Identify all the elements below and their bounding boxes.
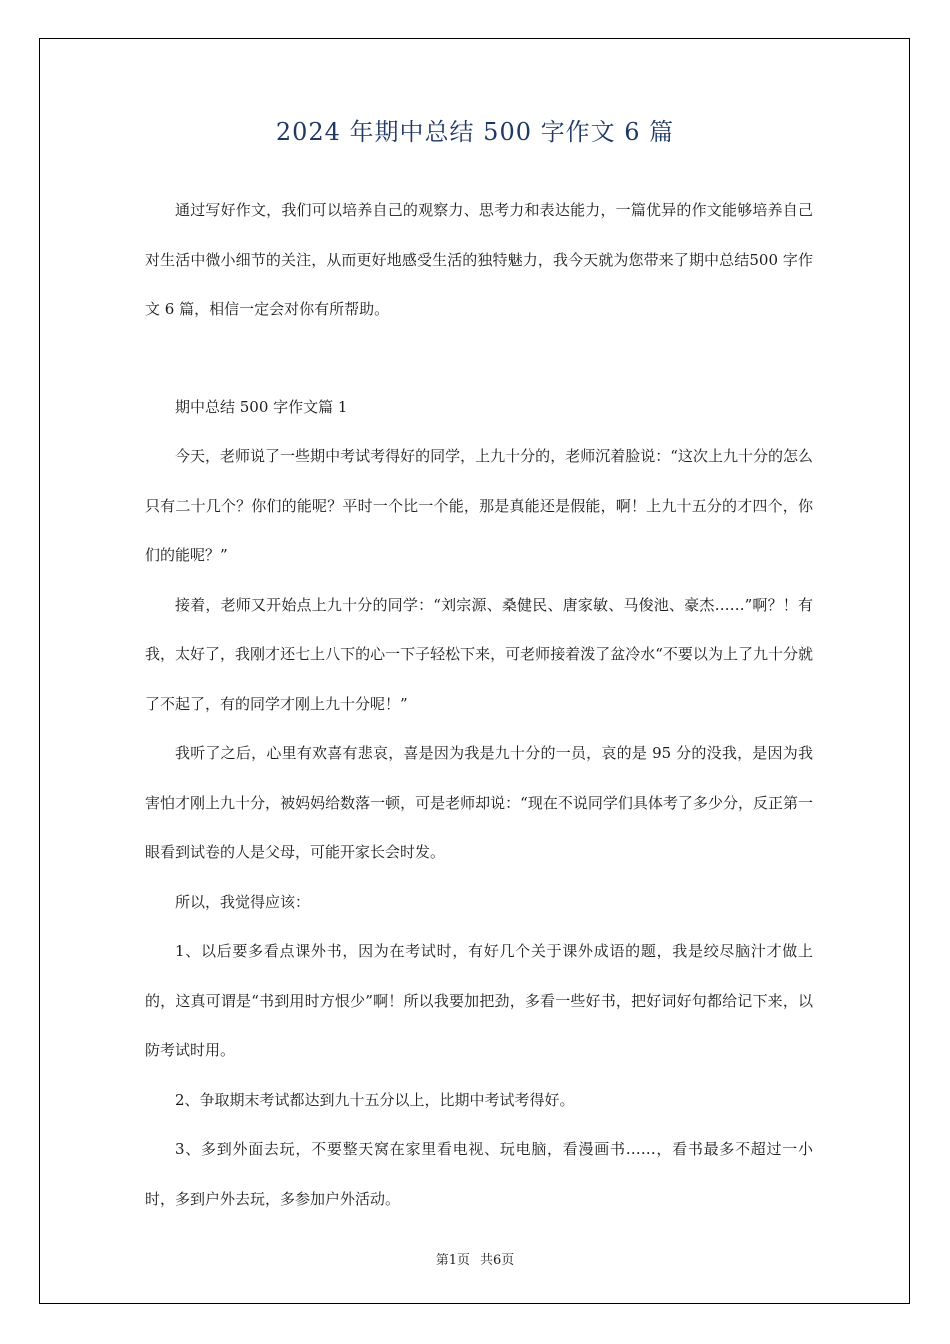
body-paragraph-3: 我听了之后，心里有欢喜有悲哀，喜是因为我是九十分的一员，哀的是 95 分的没我，是因为我害怕才刚上九十分，被妈妈给数落一顿，可是老师却说：“现在不说同学们具体考了多少分，反正第一眼看到试卷的人是父母，可能开家长会时发。 [145, 744, 813, 861]
page-footer [0, 1249, 950, 1268]
section-heading: 期中总结 500 字作文篇 1 [175, 397, 348, 416]
body-paragraph-5: 1、以后要多看点课外书，因为在考试时，有好几个关于课外成语的题，我是绞尽脑汁才做上的，这真可谓是“书到用时方恨少”啊！所以我要加把劲，多看一些好书，把好词好句都给记下来，以防考试时用。 [145, 942, 813, 1059]
page-total: 共6页 [480, 1253, 515, 1268]
document-title: 2024 年期中总结 500 字作文 6 篇 [275, 118, 675, 146]
body-paragraph-7: 3、多到外面去玩，不要整天窝在家里看电视、玩电脑，看漫画书……，看书最多不超过一小时，多到户外去玩，多参加户外活动。 [145, 1140, 813, 1208]
body-paragraph-2: 接着，老师又开始点上九十分的同学：“刘宗源、桑健民、唐家敏、马俊池、豪杰……”啊？！有我，太好了，我刚才还七上八下的心一下子轻松下来，可老师接着泼了盆冷水“不要以为上了九十分就了不起了，有的同学才刚上九十分呢！” [145, 595, 813, 713]
document-body [145, 186, 813, 1224]
body-paragraph-6: 2、争取期末考试都达到九十五分以上，比期中考试考得好。 [175, 1090, 575, 1109]
intro-paragraph: 通过写好作文，我们可以培养自己的观察力、思考力和表达能力，一篇优异的作文能够培养自己对生活中微小细节的关注，从而更好地感受生活的独特魅力，我今天就为您带来了期中总结500 字作文 6 篇，相信一定会对你有所帮助。 [145, 201, 813, 318]
body-paragraph-1: 今天，老师说了一些期中考试考得好的同学，上九十分的，老师沉着脸说：“这次上九十分的怎么只有二十几个？你们的能呢？平时一个比一个能，那是真能还是假能，啊！上九十五分的才四个，你们的能呢？” [145, 447, 813, 564]
body-paragraph-4: 所以，我觉得应该： [175, 892, 311, 911]
spacer [145, 335, 813, 383]
page-number: 第1页 [435, 1253, 470, 1268]
